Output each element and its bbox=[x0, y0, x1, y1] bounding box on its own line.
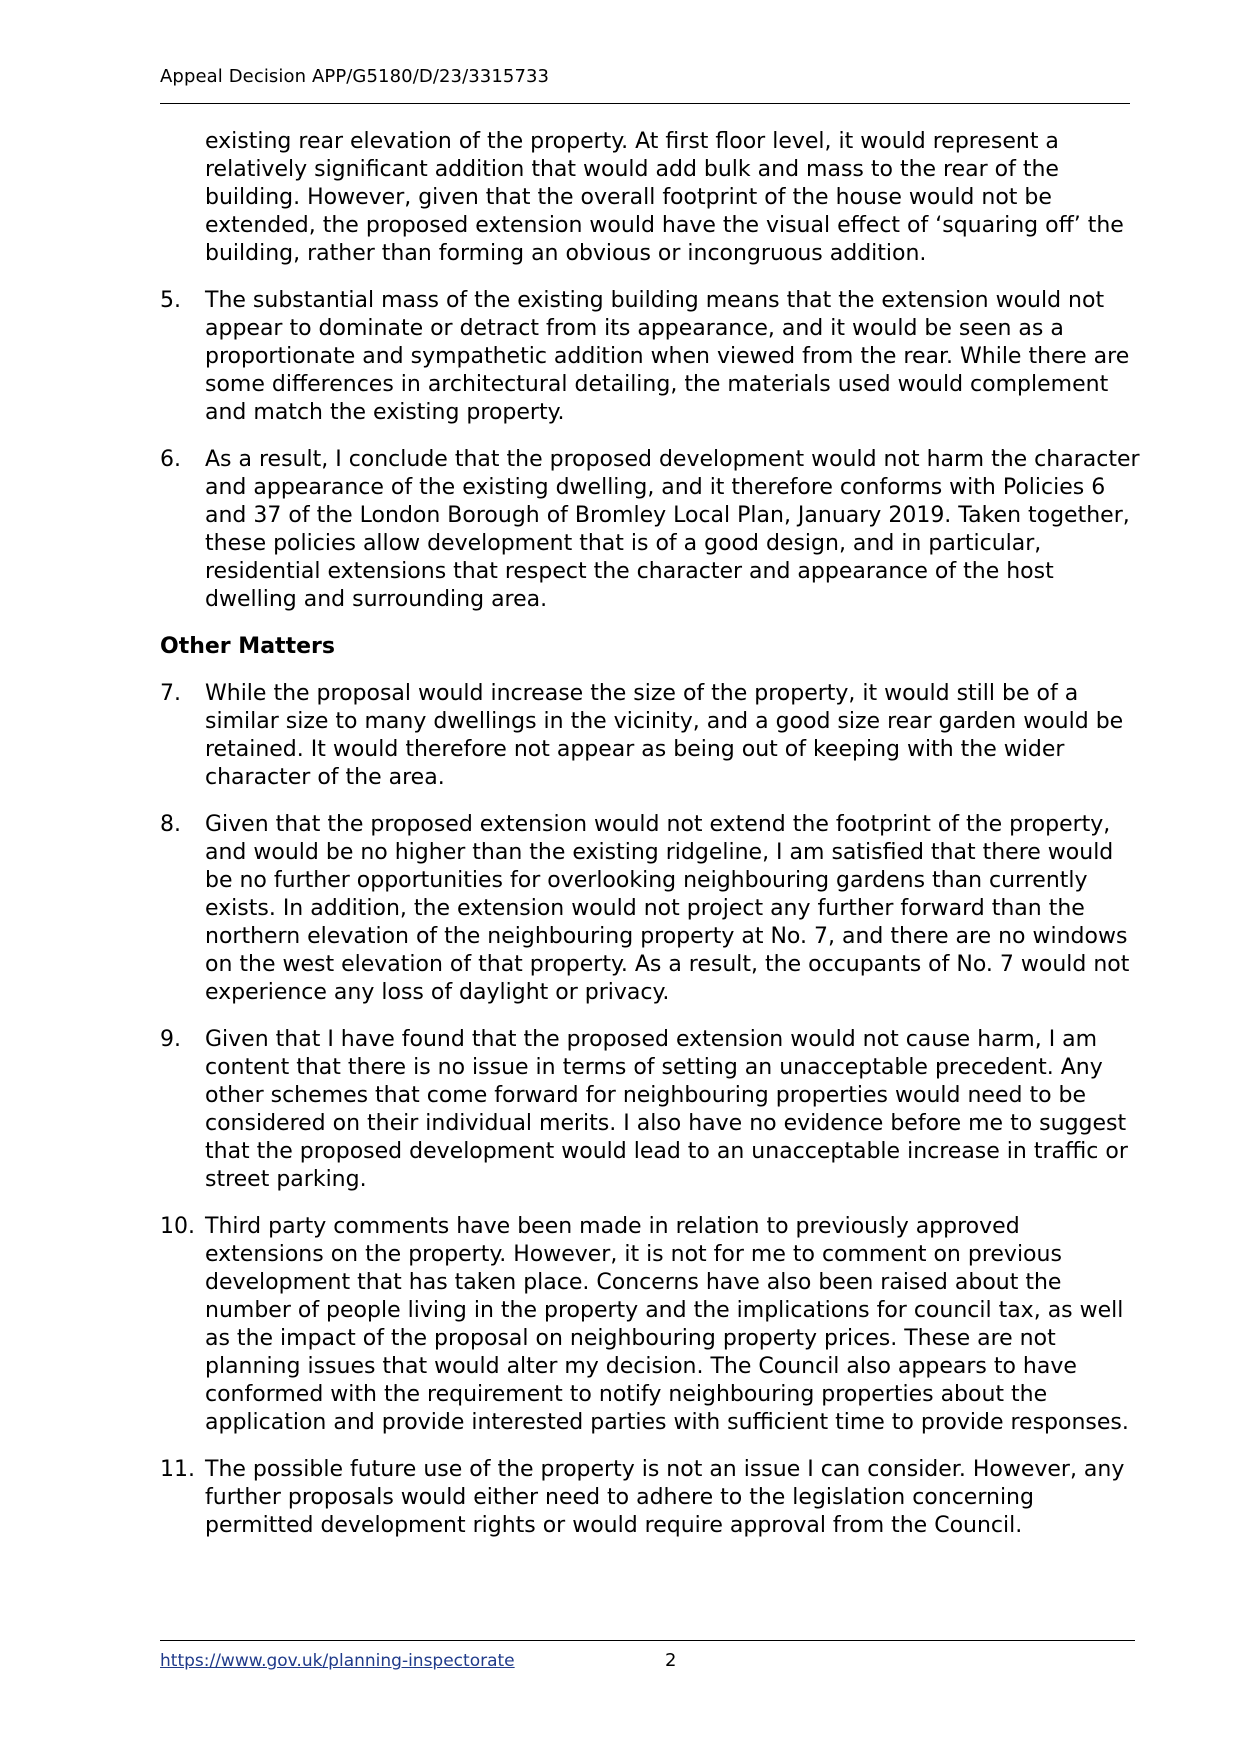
paragraph-6 bbox=[160, 446, 1140, 614]
paragraph-text: Given that I have found that the proposed extension would not cause harm, I am content that there is no issue in terms of setting an unacceptable precedent. Any other schemes that come forward for neighbouring properties would need to be considered on their individual merits. I also have no evidence before me to suggest that the proposed development would lead to an unacceptable increase in traffic or street parking. bbox=[205, 1027, 1128, 1192]
paragraph-text: existing rear elevation of the property. At first floor level, it would represent a relatively significant addition that would add bulk and mass to the rear of the building. However, given that the overall footprint of the house would not be extended, the proposed extension would have the visual effect of ‘squaring off’ the building, rather than forming an obvious or incongruous addition. bbox=[205, 129, 1124, 266]
paragraph-number: 7. bbox=[160, 681, 181, 706]
paragraph-number: 11. bbox=[160, 1457, 195, 1482]
footer-planning-inspectorate-link[interactable]: https://www.gov.uk/planning-inspectorate bbox=[160, 1651, 515, 1671]
paragraph-10 bbox=[160, 1213, 1140, 1437]
footer-divider bbox=[160, 1640, 1135, 1641]
paragraph-4-continuation bbox=[160, 128, 1140, 268]
page-header-title: Appeal Decision APP/G5180/D/23/3315733 bbox=[160, 66, 550, 87]
paragraph-number: 10. bbox=[160, 1214, 195, 1239]
paragraph-8 bbox=[160, 811, 1140, 1007]
section-heading-other-matters: Other Matters bbox=[160, 634, 335, 659]
paragraph-number: 6. bbox=[160, 447, 181, 472]
document-body bbox=[160, 128, 1140, 1559]
paragraph-5 bbox=[160, 287, 1140, 427]
page-number: 2 bbox=[665, 1650, 677, 1671]
paragraph-text: While the proposal would increase the size of the property, it would still be of a similar size to many dwellings in the vicinity, and a good size rear garden would be retained. It would therefore not appear as being out of keeping with the wider character of the area. bbox=[205, 681, 1124, 790]
paragraph-text: Given that the proposed extension would not extend the footprint of the property, and would be no higher than the existing ridgeline, I am satisfied that there would be no further opportunities for overlooking neighbouring gardens than currently exists. In addition, the extension would not project any further forward than the northern elevation of the neighbouring property at No. 7, and there are no windows on the west elevation of that property. As a result, the occupants of No. 7 would not experience any loss of daylight or privacy. bbox=[205, 812, 1130, 1005]
paragraph-text: As a result, I conclude that the proposed development would not harm the character and appearance of the existing dwelling, and it therefore conforms with Policies 6 and 37 of the London Borough of Bromley Local Plan, January 2019. Taken together, these policies allow development that is of a good design, and in particular, residential extensions that respect the character and appearance of the host dwelling and surrounding area. bbox=[205, 447, 1140, 612]
paragraph-text: The possible future use of the property is not an issue I can consider. However, any further proposals would either need to adhere to the legislation concerning permitted development rights or would require approval from the Council. bbox=[205, 1457, 1125, 1538]
paragraph-7 bbox=[160, 680, 1140, 792]
paragraph-text: Third party comments have been made in relation to previously approved extensions on the property. However, it is not for me to comment on previous development that has taken place. Concerns have also been raised about the number of people living in the property and the implications for council tax, as well as the impact of the proposal on neighbouring property prices. These are not planning issues that would alter my decision. The Council also appears to have conformed with the requirement to notify neighbouring properties about the application and provide interested parties with sufficient time to provide responses. bbox=[205, 1214, 1129, 1435]
paragraph-11 bbox=[160, 1456, 1140, 1540]
paragraph-number: 5. bbox=[160, 288, 181, 313]
header-divider bbox=[160, 103, 1130, 104]
paragraph-9 bbox=[160, 1026, 1140, 1194]
paragraph-text: The substantial mass of the existing building means that the extension would not appear to dominate or detract from its appearance, and it would be seen as a proportionate and sympathetic addition when viewed from the rear. While there are some differences in architectural detailing, the materials used would complement and match the existing property. bbox=[205, 288, 1130, 425]
paragraph-number: 9. bbox=[160, 1027, 181, 1052]
paragraph-number: 8. bbox=[160, 812, 181, 837]
